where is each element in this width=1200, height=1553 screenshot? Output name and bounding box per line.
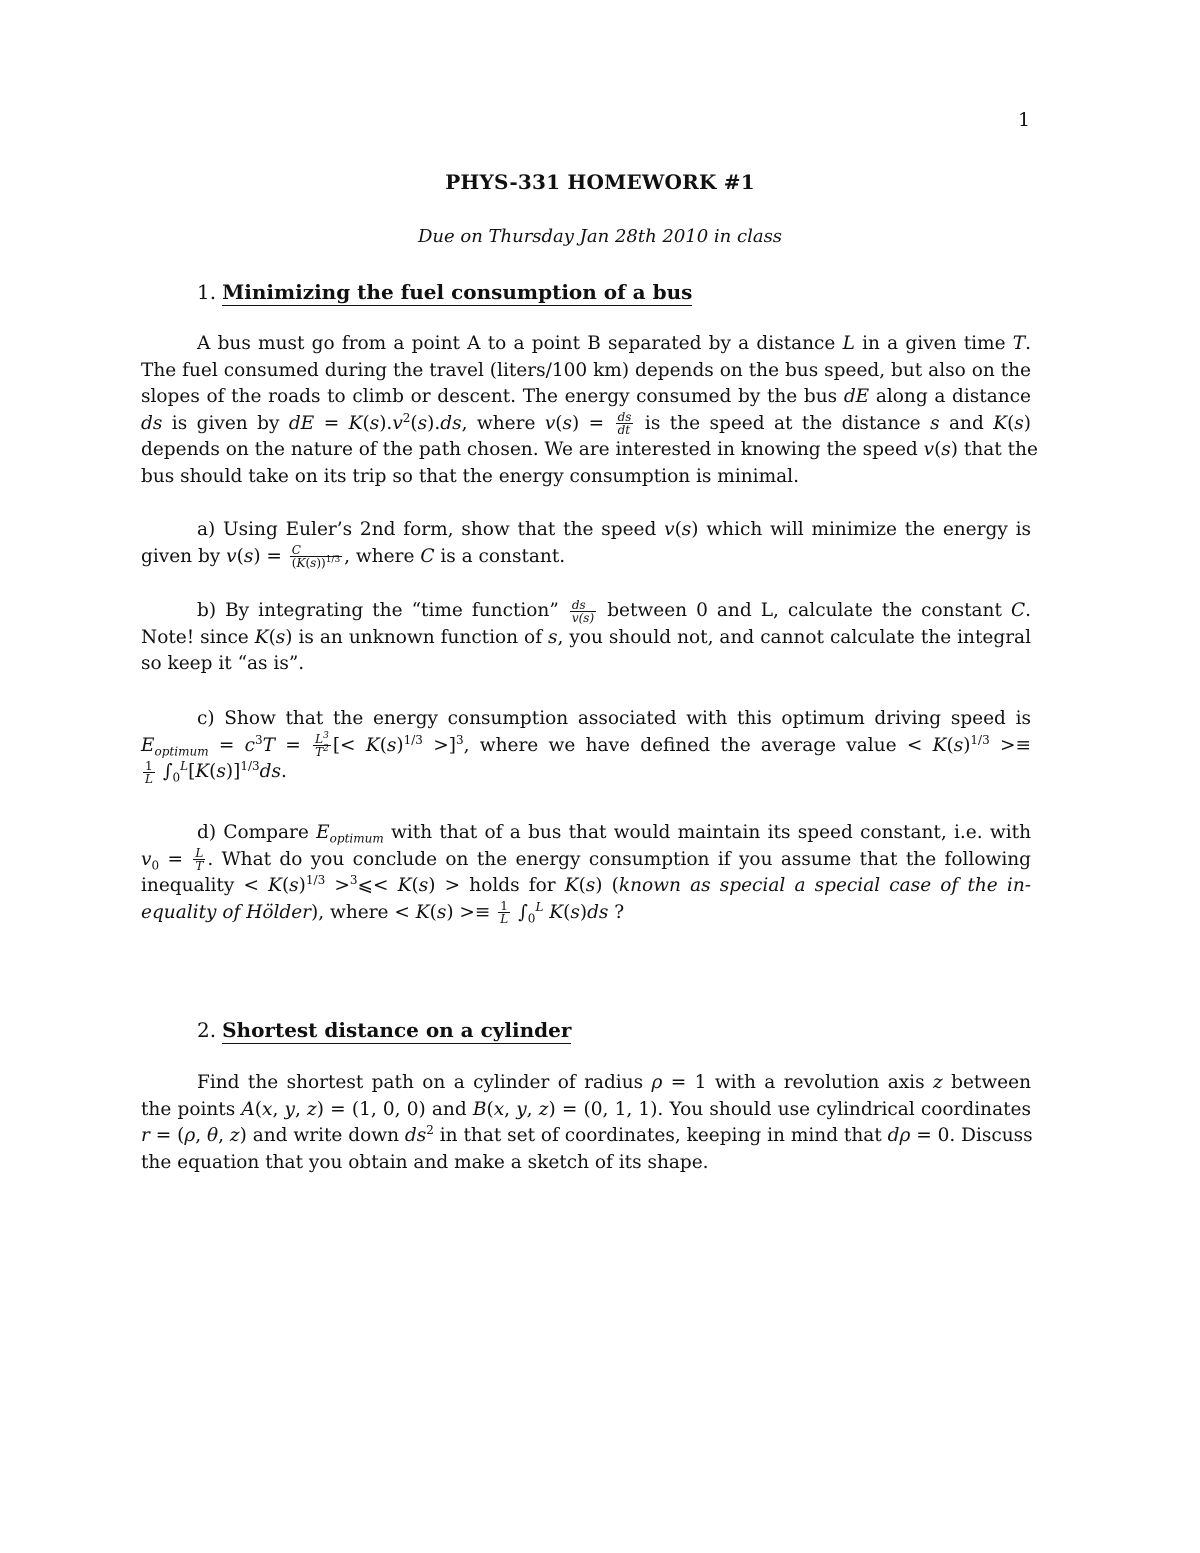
problem-1-part-a: a) Using Euler’s 2nd form, show that the speed v(s) which will minimize the energy is given by v(s) = $\frac{C}{(K(s))^{1/3}}$ , where C is a constant. <box>141 519 1031 571</box>
problem-1-part-b: b) By integrating the “time function” $\frac{ds}{v(s)}$ between 0 and L, calculate the constant C. Note! since K(s) is an unknown function of s, you should not, and cannot calculate the integral so keep it “as is”. <box>141 597 1031 675</box>
problem-2-number: 2. <box>197 1018 217 1042</box>
due-date: Due on Thursday Jan 28th 2010 in class <box>417 226 783 247</box>
problem-2-intro: Find the shortest path on a cylinder of radius ρ = 1 with a revolution axis z between the points A(x, y, z) = (1, 0, 0) and B(x, y, z) = (0, 1, 1). You should use cylindrical coordinates r = (ρ, θ, z) and write down $ds^2$ in that set of coordinates, keeping in mind that dρ = 0. Discuss the equation that you obtain and make a sketch of its shape. <box>141 1072 1033 1173</box>
page-title: PHYS-331 HOMEWORK #1 <box>445 170 755 194</box>
problem-1-number: 1. <box>197 280 217 304</box>
problem-1-title: Minimizing the fuel consumption of a bus <box>222 280 693 304</box>
problem-1-heading <box>197 280 692 304</box>
problem-1-intro: A bus must go from a point A to a point B separated by a distance L in a given time T. The fuel consumed during the travel (liters/100 km) depends on the bus speed, but also on the slopes of the roads to climb or descent. The energy consumed by the bus dE along a distance ds is given by dE = $K(s).v^2(s).ds$, where v(s) = $\frac{ds}{dt}$ is the speed at the distance s and K(s) depends on the nature of the path chosen. We are interested in knowing the speed v(s) that the bus should take on its trip so that the energy consumption is minimal. <box>141 333 1038 487</box>
problem-2-heading <box>197 1018 571 1042</box>
problem-2-title: Shortest distance on a cylinder <box>222 1018 572 1042</box>
problem-1-part-d: d) Compare $E_{optimum}$ with that of a bus that would maintain its speed constant, i.e. with $v_0$ = $\frac{L}{T}$ . What do you conclude on the energy consumption if you assume that the following inequality < $K(s)^{1/3}$ >$^3$⩽< K(s) > holds for K(s) (known as special a special case of the in- equality of Hölder), where < K(s) >≡ $\frac{1}{L}$ $\int_0^L$ K(s)ds ? <box>141 822 1031 927</box>
problem-1-part-c: c) Show that the energy consumption associated with this optimum driving speed is $E_{optimum} = c^3T$ = $\frac{L^3}{T^2}$ [< $K(s)^{1/3} >]^3$, where we have defined the average value < $K(s)^{1/3}$ >≡ $\frac{1}{L}$ $\int_0^L[K(s)]^{1/3}ds$. <box>141 708 1032 786</box>
page-number: 1 <box>1018 109 1031 131</box>
